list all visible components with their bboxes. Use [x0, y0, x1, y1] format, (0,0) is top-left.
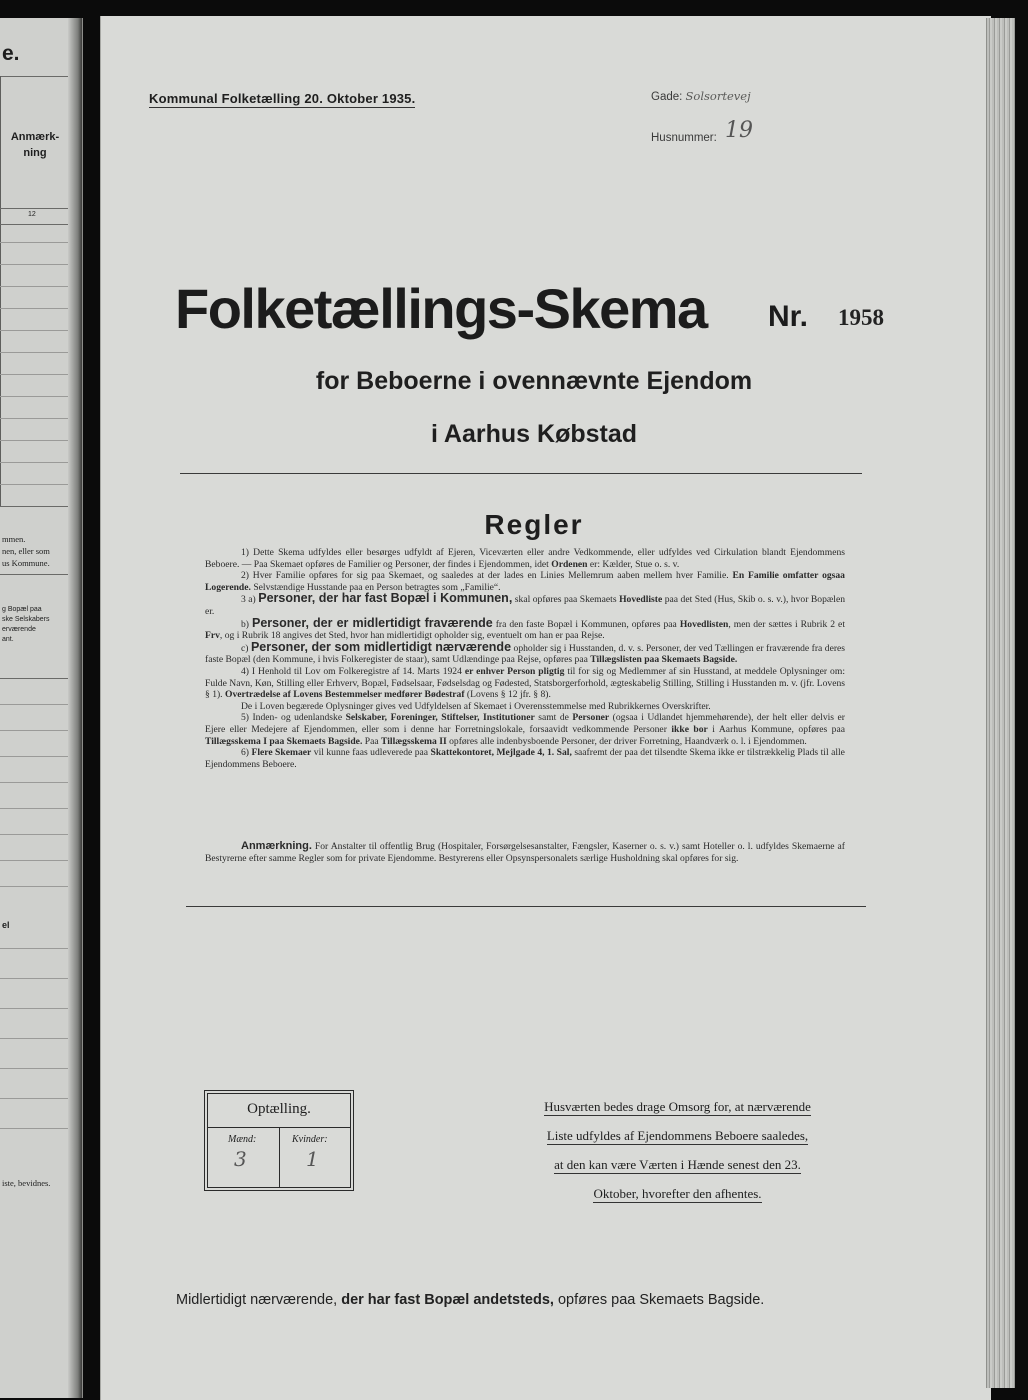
notice-line: Husværten bedes drage Omsorg for, at nærværende: [544, 1099, 811, 1114]
count-box-divider: [279, 1127, 280, 1187]
footer-post: opføres paa Skemaets Bagside.: [557, 1292, 765, 1308]
form-title: Folketællings-Skema: [175, 277, 707, 340]
left-page-fragment: erværende: [2, 626, 36, 633]
left-page-rule: [0, 678, 68, 679]
left-page-rule: [0, 264, 68, 265]
footer-pre: Midlertidigt nærværende,: [176, 1292, 338, 1308]
left-page-rule: [0, 286, 68, 287]
left-page-rule: [0, 834, 68, 835]
left-page-rule: [0, 1098, 68, 1099]
left-page-rule: [0, 308, 68, 309]
annotation-label: Anmærkning.: [241, 840, 312, 852]
left-page-rule: [0, 208, 68, 209]
men-count: 3: [234, 1147, 247, 1171]
rule-3c: c) Personer, der som midlertidigt nærværende opholder sig i Husstanden, d. v. s. Personer, der ved Tællingen er fraværende fra deres faste Bopæl (den Kommune, i hvis Folkeregister de staar), samt Udlændinge paa Rejse, opføres paa Tillægslisten paa Skemaets Bagside.: [205, 639, 846, 666]
form-subtitle: for Beboerne i ovennævnte Ejendom: [315, 367, 753, 395]
notice-line: Liste udfyldes af Ejendommens Beboere saaledes,: [546, 1128, 809, 1143]
left-page-rule: [0, 948, 68, 949]
left-page-rule: [0, 808, 68, 809]
house-number-field: [651, 132, 717, 144]
left-facing-page: [0, 18, 83, 1398]
left-page-rule: [0, 756, 68, 757]
left-page-fragment: ant.: [2, 636, 14, 643]
left-page-col-header-2: ning: [23, 147, 47, 159]
annotation-text: For Anstalter til offentlig Brug (Hospitaler, Forsørgelsesanstalter, Fængsler, Kaserner o. s. v.) samt Hoteller o. l. udfyldes Skemaerne af Bestyrerne efter samme Regler som for private Ejendomme. Bestyrerens eller Opsynspersonalets særlige Husholdning skal opføres for sig.: [205, 841, 845, 864]
footer-bold: der har fast Bopæl andetsteds,: [341, 1292, 554, 1308]
left-page-rule: [0, 484, 68, 485]
rules-heading: Regler: [484, 509, 584, 540]
left-page-rule: [0, 704, 68, 705]
header-divider: [180, 473, 862, 474]
landlord-notice: [510, 1093, 845, 1209]
left-page-rule: [0, 462, 68, 463]
rule-6: 6) Flere Skemaer vil kunne faas udleverede paa Skattekontoret, Mejlgade 4, 1. Sal, saafremt der paa det tilsendte Skema ikke er tilstrækkelig Plads til alle Ejendommens Beboere.: [205, 747, 845, 770]
left-page-rule: [0, 782, 68, 783]
left-page-rule: [0, 860, 68, 861]
footer-instruction: [176, 1292, 764, 1308]
form-number-value: 1958: [838, 305, 884, 330]
left-page-rule: [0, 1068, 68, 1069]
men-label: Mænd:: [228, 1134, 257, 1145]
rule-1: 1) Dette Skema udfyldes eller besørges udfyldt af Ejeren, Viceværten eller andre Vedkommende, eller udfyldes ved Cirkulation blandt Ejendommens Beboere. — Paa Skemaet opføres de Familier og Personer, der findes i Ejendommen, idet Ordenen er: Kælder, Stue o. s. v.: [205, 547, 845, 570]
count-title: Optælling.: [247, 1101, 311, 1117]
left-page-fragment: iste, bevidnes.: [2, 1178, 51, 1188]
left-page-heading: e.: [2, 42, 20, 65]
left-page-rule: [0, 224, 68, 225]
left-page-col-number: 12: [28, 211, 36, 218]
house-number-label: Husnummer:: [651, 132, 717, 144]
rule-4: 4) I Henhold til Lov om Folkeregistre af 14. Marts 1924 er enhver Person pligtig til for sig og Medlemmer af sin Husstand, at meddele Oplysninger om: Fulde Navn, Køn, Stilling eller Erhverv, Bopæl, Fødselsaar, Fødselsdag og Fødested, Statsborgerforhold, ægteskabelig Stilling, Stilling i Husstanden m. v. (jfr. Lovens § 1). Overtrædelse af Lovens Bestemmelser medfører Bødestraf (Lovens § 12 jfr. § 8).: [205, 665, 845, 701]
left-page-fragment: us Kommune.: [2, 558, 50, 568]
street-label: Gade:: [651, 91, 683, 103]
left-page-rule: [0, 352, 68, 353]
rule-3a: 3 a) Personer, der har fast Bopæl i Kommunen, skal opføres paa Skemaets Hovedliste paa det Sted (Hus, Skib o. s. v.), hvor Bopælen er.: [205, 591, 846, 617]
rule-5: 5) Inden- og udenlandske Selskaber, Foreninger, Stiftelser, Institutioner samt de Personer (ogsaa i Udlandet hjemmehørende), der helt eller delvis er Ejere eller Medejere af Ejendommen, eller som i denne har Forretningslokale, forsaavidt vedkommende Personer ikke bor i Aarhus Kommune, opføres paa Tillægsskema I paa Skemaets Bagside. Paa Tillægsskema II opføres alle indenbysboende Personer, der driver Forretning, Haandværk o. l. i Ejendommen.: [205, 712, 845, 747]
left-page-rule: [0, 574, 68, 575]
street-field: [651, 89, 751, 103]
left-page-rule: [0, 886, 68, 887]
left-page-rule: [0, 76, 68, 77]
rules-divider: [186, 906, 866, 907]
page-gutter-shadow: [68, 18, 82, 1398]
census-header: Kommunal Folketælling 20. Oktober 1935.: [149, 91, 416, 106]
rules-text: [205, 547, 845, 770]
left-page-col-header-1: Anmærk-: [10, 131, 60, 143]
street-value: Solsortevej: [685, 89, 751, 103]
left-page-fragment: nen, eller som: [2, 546, 50, 556]
left-page-fragment: g Bopæl paa: [2, 606, 42, 613]
left-page-rule: [0, 330, 68, 331]
house-number-value: 19: [725, 118, 753, 143]
rule-2: 2) Hver Familie opføres for sig paa Skemaet, og saaledes at der lades en Linies Mellemrum aaben mellem hver Familie. En Familie omfatter ogsaa Logerende. Selvstændige Husstande paa en Person betragtes som „Familie“.: [205, 570, 845, 593]
women-count: 1: [306, 1147, 319, 1171]
annotation-note: [205, 841, 845, 865]
left-page-rule: [0, 242, 68, 243]
left-page-fragment: ske Selskabers: [2, 616, 50, 623]
left-page-fragment: el: [2, 920, 10, 930]
rule-3b: b) Personer, der er midlertidigt fraværende fra den faste Bopæl i Kommunen, opføres paa Hovedlisten, men der sættes i Rubrik 2 et Frv, og i Rubrik 18 angives det Sted, hvor han midlertidigt opholder sig, eventuelt om han er paa Rejse.: [205, 615, 845, 642]
left-page-rule: [0, 418, 68, 419]
page-stack-edges: [986, 18, 1015, 1388]
notice-line: Oktober, hvorefter den afhentes.: [593, 1186, 762, 1201]
left-page-rule: [0, 506, 68, 507]
left-page-rule: [0, 1008, 68, 1009]
left-page-fragment: mmen.: [2, 534, 26, 544]
form-municipality: i Aarhus Købstad: [430, 420, 638, 448]
notice-line: at den kan være Værten i Hænde senest den 23.: [554, 1157, 801, 1172]
form-number-label: Nr.: [768, 300, 809, 333]
count-box: [207, 1093, 351, 1188]
left-page-rule: [0, 1038, 68, 1039]
left-page-rule: [0, 978, 68, 979]
left-page-rule: [0, 1128, 68, 1129]
rule-4b: De i Loven begærede Oplysninger gives ved Udfyldelsen af Skemaet i Overensstemmelse med Rubrikkernes Overskrifter.: [241, 700, 711, 712]
women-label: Kvinder:: [292, 1134, 328, 1145]
left-page-rule: [0, 730, 68, 731]
left-page-rule: [0, 396, 68, 397]
